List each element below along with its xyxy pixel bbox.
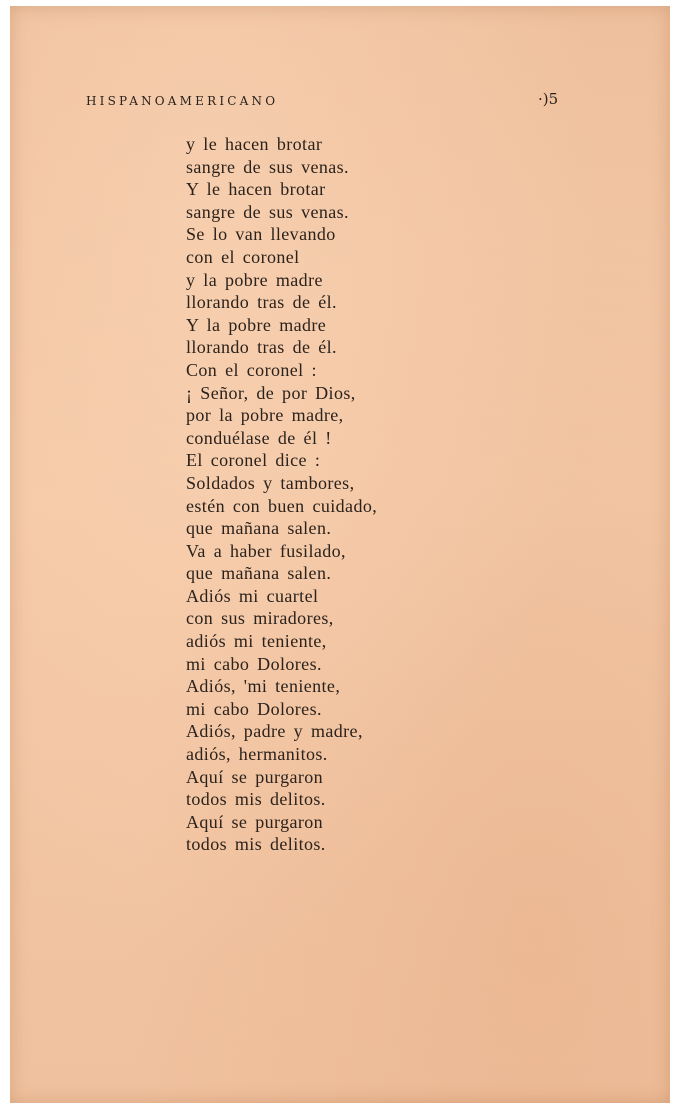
- poem-line: ¡ Señor, de por Dios,: [186, 382, 356, 403]
- poem-line: Adiós, 'mi teniente,: [186, 676, 341, 697]
- poem-line: sangre de sus venas.: [186, 201, 349, 222]
- poem-line: adiós mi teniente,: [186, 631, 327, 652]
- poem-line: Aquí se purgaron: [186, 811, 324, 832]
- poem-line: Va a haber fusilado,: [186, 540, 346, 561]
- poem-line: y le hacen brotar: [186, 134, 323, 154]
- poem-line: con el coronel: [186, 246, 300, 267]
- poem-line: Soldados y tambores,: [186, 472, 355, 493]
- poem-line: todos mis delitos.: [186, 834, 326, 855]
- poem-line: adiós, hermanitos.: [186, 744, 328, 765]
- poem-line: por la pobre madre,: [186, 405, 344, 426]
- poem-text: [186, 133, 377, 856]
- poem-line: con sus miradores,: [186, 608, 334, 629]
- poem-line: Se lo van llevando: [186, 224, 336, 245]
- poem-line: Adiós mi cuartel: [186, 585, 319, 606]
- poem-line: estén con buen cuidado,: [186, 495, 378, 516]
- poem-line: Con el coronel :: [186, 359, 317, 380]
- poem-line: sangre de sus venas.: [186, 156, 349, 177]
- poem-line: mi cabo Dolores.: [186, 698, 322, 719]
- book-page: [10, 6, 670, 1103]
- poem-line: Aquí se purgaron: [186, 766, 324, 787]
- poem-line: que mañana salen.: [186, 518, 332, 539]
- poem-line: llorando tras de él.: [186, 337, 337, 358]
- poem-line: El coronel dice :: [186, 450, 321, 471]
- poem-line: y la pobre madre: [186, 269, 323, 290]
- poem-line: que mañana salen.: [186, 563, 332, 584]
- running-head: HISPANOAMERICANO: [86, 94, 279, 108]
- page-number: ·)5: [538, 90, 559, 108]
- poem-line: mi cabo Dolores.: [186, 653, 322, 674]
- poem-line: Adiós, padre y madre,: [186, 721, 363, 742]
- poem-line: todos mis delitos.: [186, 789, 326, 810]
- poem-line: Y la pobre madre: [186, 314, 327, 335]
- poem-line: conduélase de él !: [186, 427, 332, 448]
- poem-line: Y le hacen brotar: [186, 179, 326, 200]
- poem-line: llorando tras de él.: [186, 292, 337, 313]
